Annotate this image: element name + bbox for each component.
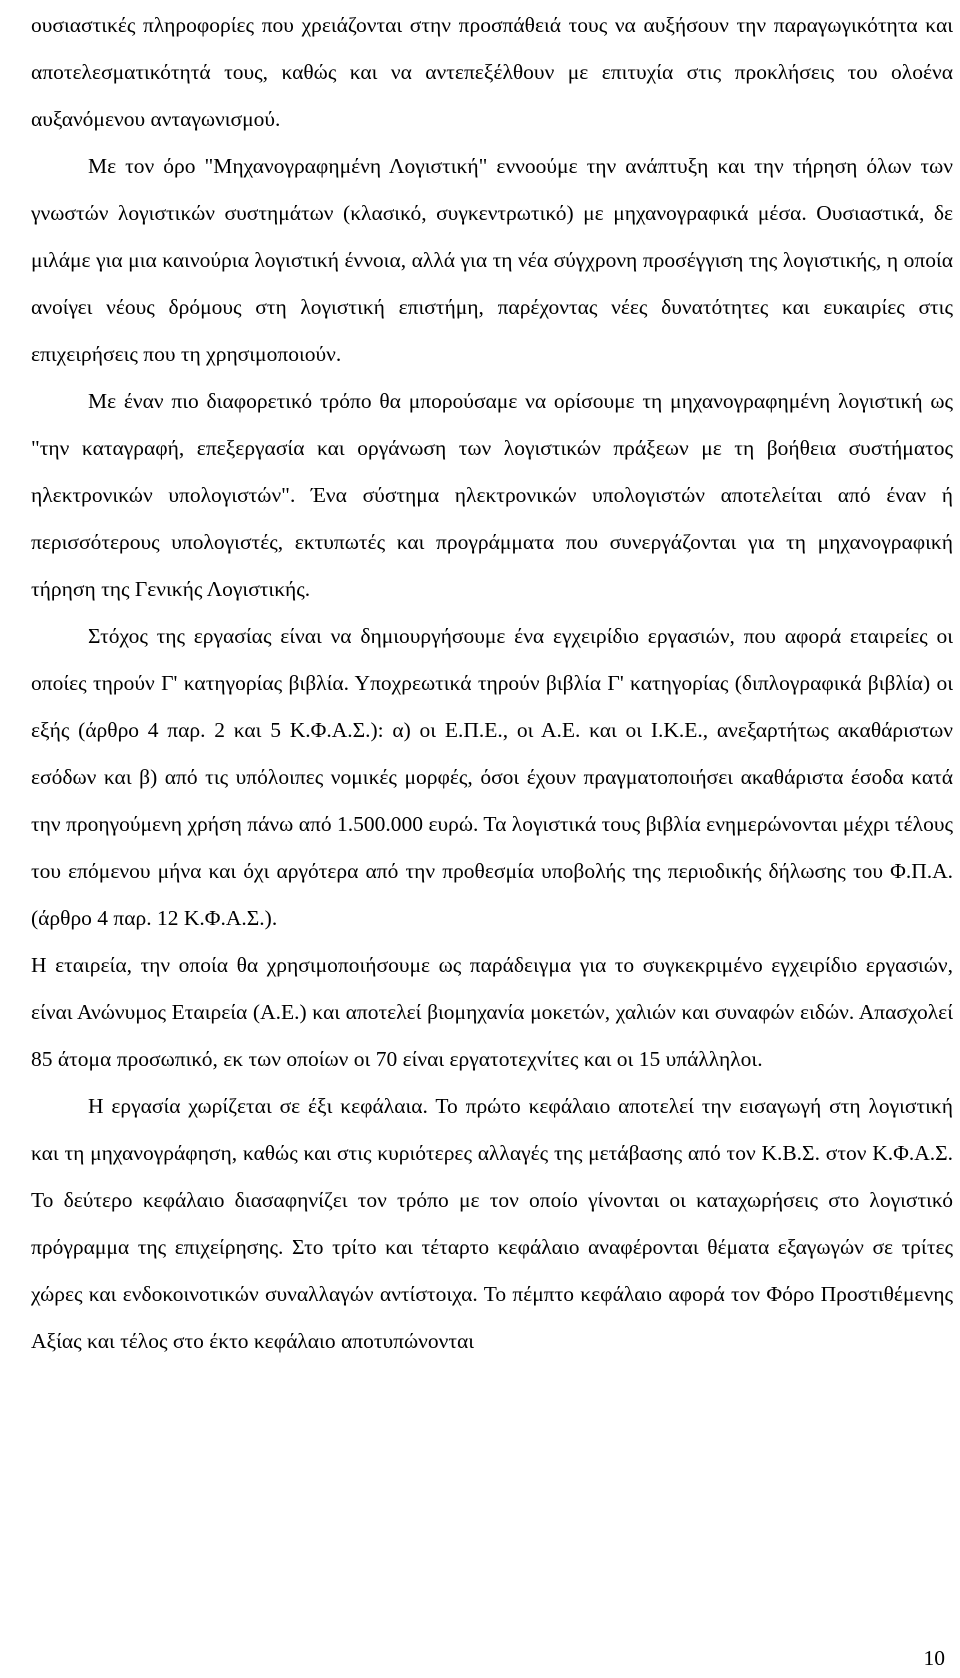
paragraph-alternative-definition: Με έναν πιο διαφορετικό τρόπο θα μπορούσαμε να ορίσουμε τη μηχανογραφημένη λογιστική ως "την καταγραφή, επεξεργασία και οργάνωση των λογιστικών πράξεων με τη βοήθεια συστήματος ηλεκτρονικών υπολογιστών". Ένα σύστημα ηλεκτρονικών υπολογιστών αποτελείται από έναν ή περισσότερους υπολογιστές, εκτυπωτές και προγράμματα που συνεργάζονται για τη μηχανογραφική τήρηση της Γενικής Λογιστικής. (31, 389, 953, 601)
paragraph-chapter-outline: Η εργασία χωρίζεται σε έξι κεφάλαια. Το πρώτο κεφάλαιο αποτελεί την εισαγωγή στη λογιστική και τη μηχανογράφηση, καθώς και στις κυριότερες αλλαγές της μετάβασης από τον Κ.Β.Σ. στον Κ.Φ.Α.Σ. Το δεύτερο κεφάλαιο διασαφηνίζει τον τρόπο με τον οποίο γίνονται οι καταχωρήσεις στο λογιστικό πρόγραμμα της επιχείρησης. Στο τρίτο και τέταρτο κεφάλαιο αναφέρονται θέματα εξαγωγών σε τρίτες χώρες και ενδοκοινοτικών συναλλαγών αντίστοιχα. Το πέμπτο κεφάλαιο αφορά τον Φόρο Προστιθέμενης Αξίας και τέλος στο έκτο κεφάλαιο αποτυπώνονται (31, 1094, 953, 1353)
paragraph-mechanized-accounting-definition: Με τον όρο "Μηχανογραφημένη Λογιστική" εννοούμε την ανάπτυξη και την τήρηση όλων των γνωστών λογιστικών συστημάτων (κλασικό, συγκεντρωτικό) με μηχανογραφικά μέσα. Ουσιαστικά, δε μιλάμε για μια καινούρια λογιστική έννοια, αλλά για τη νέα σύγχρονη προσέγγιση της λογιστικής, η οποία ανοίγει νέους δρόμους στη λογιστική επιστήμη, παρέχοντας νέες δυνατότητες και ευκαιρίες στις επιχειρήσεις που τη χρησιμοποιούν. (31, 154, 953, 366)
paragraph-company-description: Η εταιρεία, την οποία θα χρησιμοποιήσουμε ως παράδειγμα για το συγκεκριμένο εγχειρίδιο εργασιών, είναι Ανώνυμος Εταιρεία (Α.Ε.) και αποτελεί βιομηχανία μοκετών, χαλιών και συναφών ειδών. Απασχολεί 85 άτομα προσωπικό, εκ των οποίων οι 70 είναι εργατοτεχνίτες και οι 15 υπάλληλοι. (31, 953, 953, 1071)
paragraph-continuation: ουσιαστικές πληροφορίες που χρειάζονται στην προσπάθειά τους να αυξήσουν την παραγωγικότητα και αποτελεσματικότητά τους, καθώς και να αντεπεξέλθουν με επιτυχία στις προκλήσεις του ολοένα αυξανόμενου ανταγωνισμού. (31, 13, 953, 131)
body-text (31, 2, 953, 1365)
paragraph-objective: Στόχος της εργασίας είναι να δημιουργήσουμε ένα εγχειρίδιο εργασιών, που αφορά εταιρείες οι οποίες τηρούν Γ' κατηγορίας βιβλία. Υποχρεωτικά τηρούν βιβλία Γ' κατηγορίας (διπλογραφικά βιβλία) οι εξής (άρθρο 4 παρ. 2 και 5 Κ.Φ.Α.Σ.): α) οι Ε.Π.Ε., οι Α.Ε. και οι Ι.Κ.Ε., ανεξαρτήτως ακαθάριστων εσόδων και β) από τις υπόλοιπες νομικές μορφές, όσοι έχουν πραγματοποιήσει ακαθάριστα έσοδα κατά την προηγούμενη χρήση πάνω από 1.500.000 ευρώ. Τα λογιστικά τους βιβλία ενημερώνονται μέχρι τέλους του επόμενου μήνα και όχι αργότερα από την προθεσμία υποβολής της περιοδικής δήλωσης του Φ.Π.Α. (άρθρο 4 παρ. 12 Κ.Φ.Α.Σ.). (31, 624, 953, 930)
page-number: 10 (923, 1646, 945, 1670)
